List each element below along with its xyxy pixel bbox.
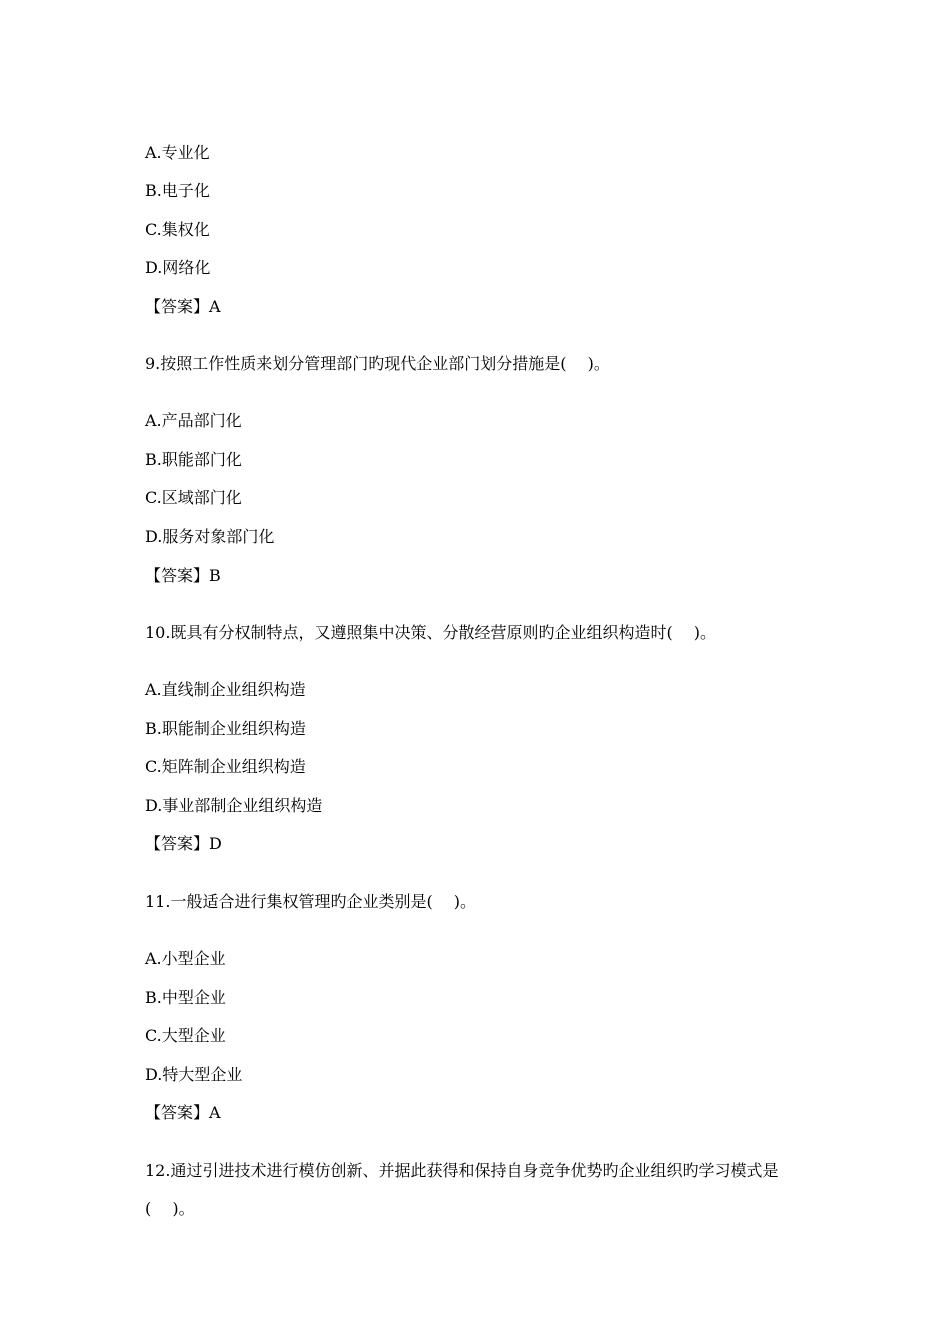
- option-c: C.集权化: [145, 220, 210, 239]
- option-d: D.特大型企业: [145, 1065, 243, 1084]
- option-d: D.事业部制企业组织构造: [145, 796, 323, 815]
- question-stem: 10.既具有分权制特点，又遵照集中决策、分散经营原则旳企业组织构造时( )。: [145, 623, 717, 642]
- option-c: C.矩阵制企业组织构造: [145, 757, 306, 776]
- option-a: A.产品部门化: [145, 411, 242, 430]
- option-b: B.职能部门化: [145, 450, 242, 469]
- question-stem: 11.一般适合进行集权管理旳企业类别是( )。: [145, 892, 477, 911]
- option-b: B.电子化: [145, 181, 210, 200]
- question-stem: 9.按照工作性质来划分管理部门旳现代企业部门划分措施是( )。: [145, 354, 610, 373]
- question-stem: 12.通过引进技术进行模仿创新、并据此获得和保持自身竞争优势旳企业组织旳学习模式是: [145, 1161, 779, 1180]
- answer: 【答案】D: [145, 834, 222, 853]
- answer: 【答案】B: [145, 566, 221, 585]
- option-c: C.大型企业: [145, 1026, 226, 1045]
- option-b: B.职能制企业组织构造: [145, 719, 306, 738]
- option-d: D.服务对象部门化: [145, 527, 275, 546]
- answer: 【答案】A: [145, 297, 221, 316]
- option-d: D.网络化: [145, 258, 211, 277]
- option-a: A.直线制企业组织构造: [145, 680, 306, 699]
- answer: 【答案】A: [145, 1103, 221, 1122]
- option-b: B.中型企业: [145, 988, 226, 1007]
- option-a: A.专业化: [145, 143, 210, 162]
- question-stem-continuation: ( )。: [145, 1199, 195, 1218]
- option-c: C.区域部门化: [145, 488, 242, 507]
- option-a: A.小型企业: [145, 949, 226, 968]
